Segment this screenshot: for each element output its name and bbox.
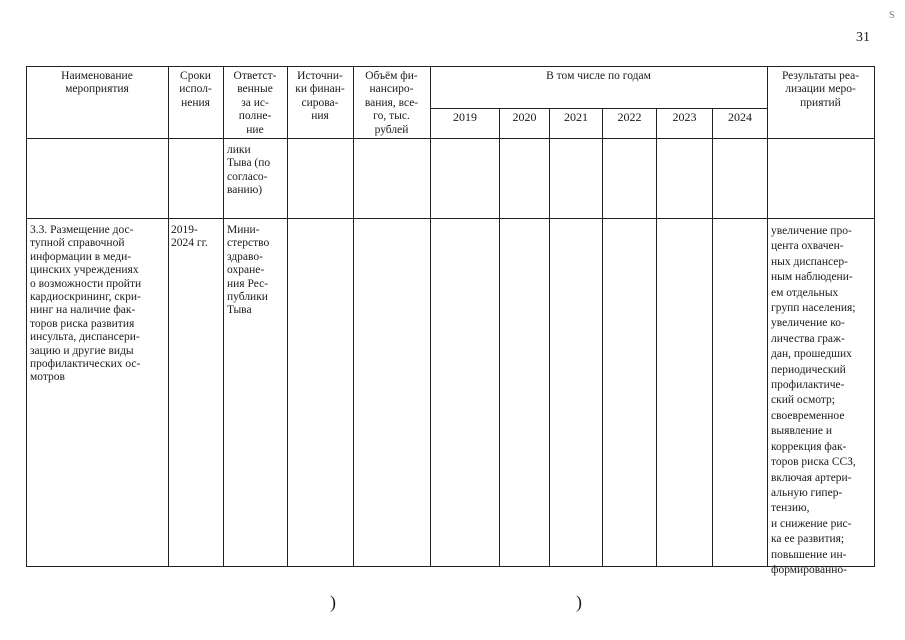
col-line-5 [430, 66, 431, 567]
col-line-6 [499, 108, 500, 567]
col-line-4 [353, 66, 354, 567]
row-separator [26, 218, 875, 219]
table-border-left [26, 66, 27, 567]
page-number: 31 [856, 30, 870, 45]
header-name: Наименование мероприятия [61, 70, 133, 96]
year-2019: 2019 [453, 110, 477, 124]
col-line-1 [168, 66, 169, 567]
col-line-7 [549, 108, 550, 567]
table-border-bottom [26, 566, 875, 567]
header-volume: Объём фи- нансиро- вания, все- го, тыс. рублей [364, 70, 419, 136]
bottom-mark-1: ) [330, 592, 336, 612]
year-2021: 2021 [564, 110, 588, 124]
col-line-3 [287, 66, 288, 567]
col-line-11 [767, 66, 768, 567]
year-2024: 2024 [728, 110, 752, 124]
col-line-2 [223, 66, 224, 567]
header-responsible: Ответст- венные за ис- полне- ние [233, 70, 277, 136]
header-sources: Источни- ки финан- сирова- ния [295, 70, 345, 123]
year-2022: 2022 [617, 110, 642, 124]
col-line-9 [656, 108, 657, 567]
row-3-3-deadline: 2019- 2024 гг. [171, 224, 208, 250]
header-by-years: В том числе по годам [546, 70, 651, 82]
row-3-3-name: 3.3. Размещение дос- тупной справочной информации в меди- цинских учреждениях о возможности пройти кардиоскрининг, скри- нинг на наличие фак- торов риска развития инсульта, диспансери- зацию и другие виды профилактических ос- мотров [30, 224, 142, 384]
year-2023: 2023 [672, 110, 697, 124]
years-subheader-line [430, 108, 767, 109]
bottom-mark-2: ) [576, 592, 582, 612]
corner-mark: S [889, 10, 895, 21]
table-border-top [26, 66, 875, 67]
continuation-responsible: лики Тыва (по согласо- ванию) [227, 144, 271, 197]
col-line-8 [602, 108, 603, 567]
row-3-3-results: увеличение про- цента охвачен- ных диспансер- ным наблюдени- ем отдельных групп населения; увеличение ко- личества граж- дан, прошедших периодический профилактиче- ский осмотр; своевременное выявление и коррекция фак- торов риска ССЗ, включая артери- альную гипер- тензию, и снижение рис- ка ее развития; повышение ин- формированно- [771, 225, 856, 576]
header-deadline: Сроки испол- нения [179, 70, 212, 109]
row-3-3-responsible: Мини- стерство здраво- охране- ния Рес- публики Тыва [227, 224, 270, 317]
year-2020: 2020 [512, 110, 537, 124]
header-bottom-line [26, 138, 875, 139]
header-results: Результаты реа- лизации меро- приятий [781, 70, 860, 109]
col-line-10 [712, 108, 713, 567]
